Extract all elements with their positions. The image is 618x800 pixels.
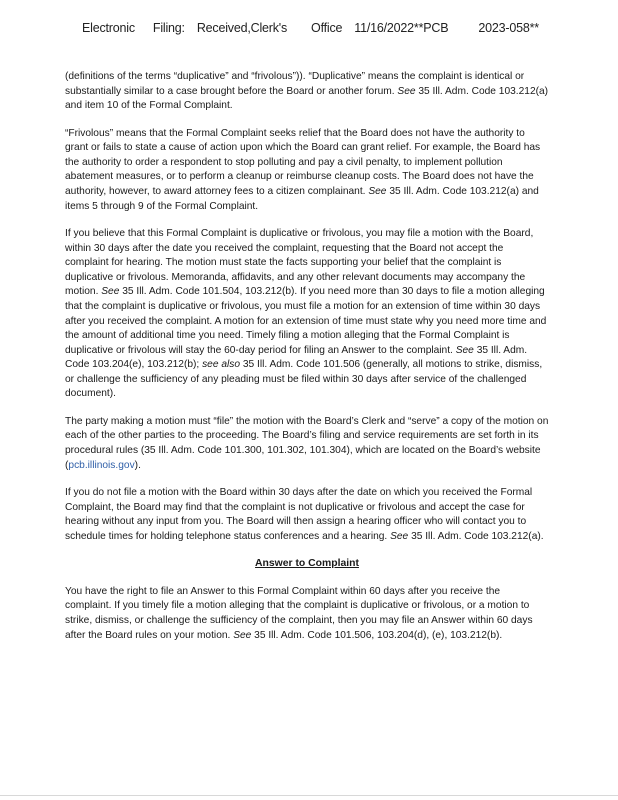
paragraph-filing-service: The party making a motion must “file” the motion with the Board’s Clerk and “serve” a copy of the motion on each of the other parties to the proceeding. The Board’s filing and service requirements are set forth in its procedural rules (35 Ill. Adm. Code 101.300, 101.302, 101.304), which are located on the Board’s website (pcb.illinois.gov). (65, 415, 549, 471)
document-body (65, 70, 549, 656)
paragraph-motion: If you believe that this Formal Complaint is duplicative or frivolous, you may file a motion with the Board, within 30 days after the date you received the complaint, requesting that the Board not accept the complaint for hearing. The motion must state the facts supporting your belief that the complaint is duplicative or frivolous. Memoranda, affidavits, and any other relevant documents may accompany the motion. See 35 Ill. Adm. Code 101.504, 103.212(b). If you need more than 30 days to file a motion alleging that the complaint is duplicative or frivolous, you must file a motion for an extension of time within 30 days after you received the complaint. A motion for an extension of time must state why you need more time and the amount of additional time you need. Timely filing a motion alleging that the Formal Complaint is duplicative or frivolous will stay the 60-day period for filing an Answer to the complaint. See 35 Ill. Adm. Code 103.204(e), 103.212(b); see also 35 Ill. Adm. Code 101.506 (generally, all motions to strike, dismiss, or challenge the sufficiency of any pleading must be filed within 30 days after service of the challenged document). (65, 227, 547, 400)
stamp-received: Received,Clerk's (196, 21, 288, 35)
paragraph-frivolous: “Frivolous” means that the Formal Complaint seeks relief that the Board does not have the authority to grant or fails to state a cause of action upon which the Board can grant relief. For example, the Board has the authority to order a respondent to stop polluting and pay a civil penalty, to implement pollution abatement measures, or to perform a cleanup or reimburse cleanup costs. The Board does not have the authority, however, to award attorney fees to a citizen complainant. See 35 Ill. Adm. Code 103.212(a) and items 5 through 9 of the Formal Complaint. (65, 127, 541, 212)
stamp-filing: Filing: (152, 21, 185, 35)
paragraph-duplicative: (definitions of the terms “duplicative” and “frivolous”)). “Duplicative” means the complaint is identical or substantially similar to a case brought before the Board or another forum. See 35 Ill. Adm. Code 103.212(a) and item 10 of the Formal Complaint. (65, 71, 549, 112)
stamp-case-number: 2023-058** (478, 21, 539, 35)
website-link[interactable]: pcb.illinois.gov (68, 459, 135, 471)
page-bottom-divider (0, 795, 618, 796)
section-heading-answer: Answer to Complaint (255, 558, 359, 570)
filing-stamp-header (82, 21, 598, 35)
stamp-date-code: 11/16/2022**PCB (354, 21, 449, 35)
paragraph-no-motion: If you do not file a motion with the Board within 30 days after the date on which you received the Formal Complaint, the Board may find that the complaint is not duplicative or frivolous and accept the case for hearing without any input from you. The Board will then assign a hearing officer who will contact you to schedule times for holding telephone status conferences and a hearing. See 35 Ill. Adm. Code 103.212(a). (65, 487, 544, 542)
stamp-electronic: Electronic (82, 21, 135, 35)
paragraph-answer: You have the right to file an Answer to this Formal Complaint within 60 days after you receive the complaint. If you timely file a motion alleging that the complaint is duplicative or frivolous, or a motion to strike, dismiss, or challenge the sufficiency of the complaint, then you may file an Answer within 60 days after the Board rules on your motion. See 35 Ill. Adm. Code 101.506, 103.204(d), (e), 103.212(b). (65, 585, 533, 641)
stamp-office: Office (311, 21, 343, 35)
